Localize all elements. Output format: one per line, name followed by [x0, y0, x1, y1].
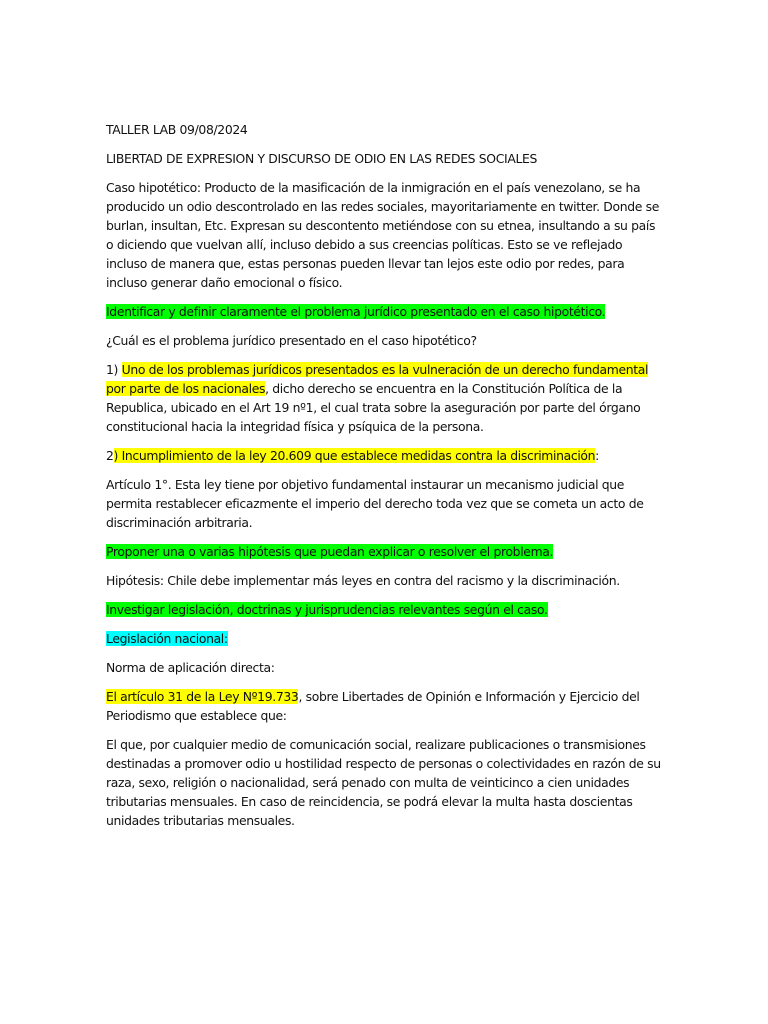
yellow-highlight: ) Incumplimiento de la ley 20.609 que establece medidas contra la discriminación: [113, 448, 596, 463]
cyan-highlight: Legislación nacional:: [106, 631, 228, 646]
heading-legislacion: [106, 629, 662, 648]
doc-title: LIBERTAD DE EXPRESION Y DISCURSO DE ODIO EN LAS REDES SOCIALES: [106, 151, 537, 166]
quote-paragraph: El que, por cualquier medio de comunicación social, realizare publicaciones o transmisiones destinadas a promover odio u hostilidad respecto de personas o colectividades en razón de su raza, sexo, religión o nacionalidad, será penado con multa de veinticinco a cien unidades tributarias mensuales. En caso de reincidencia, se podrá elevar la multa hasta doscientas unidades tributarias mensuales.: [106, 737, 661, 828]
item-text: :: [595, 448, 599, 463]
heading-proponer: [106, 542, 662, 561]
heading-investigar: [106, 600, 662, 619]
document-page: [106, 120, 662, 840]
hypothesis-paragraph: Hipótesis: Chile debe implementar más leyes en contra del racismo y la discriminación.: [106, 573, 620, 588]
yellow-highlight: El artículo 31 de la Ley Nº19.733: [106, 689, 299, 704]
heading-identificar: [106, 302, 662, 321]
article-31-paragraph: [106, 687, 662, 725]
article-text: , sobre Libertades de Opinión e Información y Ejercicio del Periodismo que establece que:: [106, 689, 640, 723]
item-text: , dicho derecho se encuentra en la Constitución Política de la Republica, ubicado en el Art 19 nº1, el cual trata sobre la aseguración por parte del órgano constitucional hacia la integridad física y psíquica de la persona.: [106, 381, 641, 434]
problem-item-2: [106, 446, 662, 465]
yellow-highlight: Uno de los problemas jurídicos presentados es la vulneración de un derecho fundamental por parte de los nacionales: [106, 362, 649, 396]
articulo-1-paragraph: Artículo 1°. Esta ley tiene por objetivo fundamental instaurar un mecanismo judicial que permita restablecer eficazmente el imperio del derecho toda vez que se cometa un acto de discriminación arbitraria.: [106, 477, 644, 530]
green-highlight: Proponer una o varias hipótesis que puedan explicar o resolver el problema.: [106, 544, 554, 559]
doc-header: TALLER LAB 09/08/2024: [106, 122, 248, 137]
problem-item-1: [106, 360, 662, 436]
green-highlight: Identificar y definir claramente el problema jurídico presentado en el caso hipotético.: [106, 304, 606, 319]
green-highlight: Investigar legislación, doctrinas y jurisprudencias relevantes según el caso.: [106, 602, 548, 617]
item-number: 2: [106, 448, 114, 463]
norma-paragraph: Norma de aplicación directa:: [106, 660, 275, 675]
question-paragraph: ¿Cuál es el problema jurídico presentado en el caso hipotético?: [106, 333, 477, 348]
item-number: 1): [106, 362, 122, 377]
case-paragraph: Caso hipotético: Producto de la masificación de la inmigración en el país venezolano, se ha producido un odio descontrolado en las redes sociales, mayoritariamente en twitter. Donde se burlan, insultan, Etc. Expresan su descontento metiéndose con su etnea, insultando a su país o diciendo que vuelvan allí, incluso debido a sus creencias políticas. Esto se ve reflejado incluso de manera que, estas personas pueden llevar tan lejos este odio por redes, para incluso generar daño emocional o físico.: [106, 180, 659, 290]
